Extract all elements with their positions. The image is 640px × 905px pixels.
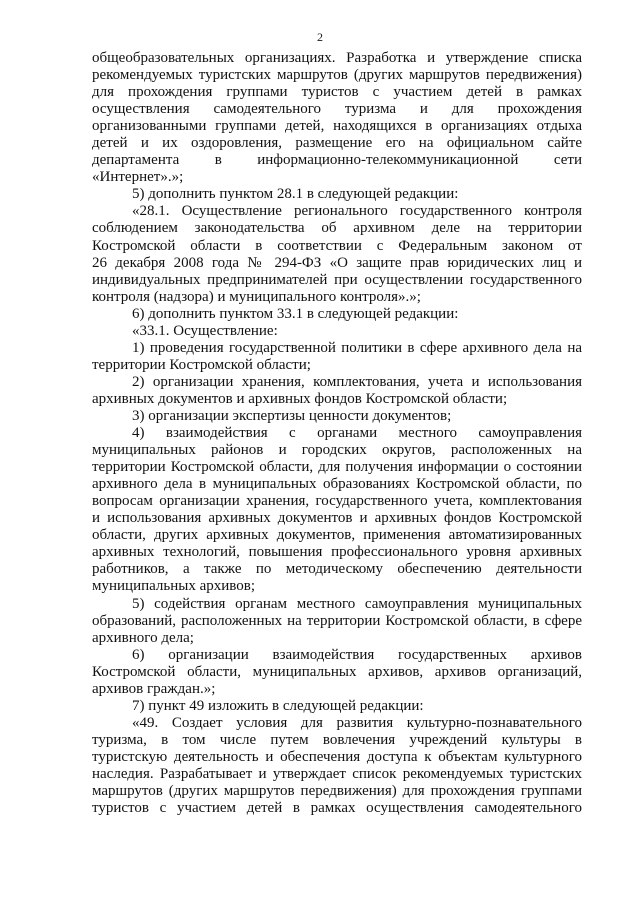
text-line: работников, а также по методическому обеспечению деятельности — [92, 561, 582, 578]
text-line: муниципальных районов и городских округов, расположенных на — [92, 442, 582, 459]
text-line: Костромской области, муниципальных архивов, архивов организаций, — [92, 663, 582, 680]
text-line: архивного дела в муниципальных образованиях Костромской области, по — [92, 476, 582, 493]
text-line: области, других архивных документов, применения автоматизированных — [92, 527, 582, 544]
text-line: архивных технологий, повышения профессионального уровня архивных — [92, 544, 582, 561]
text-line: для прохождения группами туристов с участием детей в рамках — [92, 84, 582, 101]
text-line: и использования архивных документов и архивных фондов Костромской — [92, 510, 582, 527]
text-line: наследия. Разрабатывает и утверждает список рекомендуемых туристских — [92, 765, 582, 782]
text-line: 7) пункт 49 изложить в следующей редакции: — [132, 697, 424, 714]
text-line: контроля (надзора) и муниципального контроля».»; — [92, 288, 421, 305]
text-line: индивидуальных предпринимателей при осуществлении государственного — [92, 271, 582, 288]
text-line: «Интернет».»; — [92, 169, 184, 186]
text-line: туристов с участием детей в рамках осуществления самодеятельного — [92, 800, 582, 817]
text-line: туризма, в том числе путем вовлечения учреждений культуры в — [92, 731, 582, 748]
text-line: архивных документов и архивных фондов Костромской области; — [92, 390, 508, 407]
text-line: туристскую деятельность и обеспечения доступа к объектам культурного — [92, 748, 582, 765]
text-line: «33.1. Осуществление: — [132, 322, 278, 339]
text-line: территории Костромской области; — [92, 356, 311, 373]
text-line: 6) дополнить пунктом 33.1 в следующей редакции: — [132, 305, 459, 322]
text-line: осуществления самодеятельного туризма и для прохождения — [92, 101, 582, 118]
text-line: Костромской области в соответствии с Федеральным законом от — [92, 237, 582, 254]
text-line: маршрутов (других маршрутов передвижения) для прохождения группами — [92, 783, 582, 800]
text-line: 3) организации экспертизы ценности документов; — [132, 407, 452, 424]
text-line: департамента в информационно-телекоммуникационной сети — [92, 152, 582, 169]
text-line: архивного дела; — [92, 629, 194, 646]
text-line: общеобразовательных организациях. Разработка и утверждение списка — [92, 50, 582, 66]
page-number: 2 — [317, 30, 323, 44]
text-line: вопросам организации хранения, государственного учета, комплектования — [92, 493, 582, 510]
text-line: территории Костромской области, для получения информации о состоянии — [92, 459, 582, 476]
text-line: архивов граждан.»; — [92, 680, 216, 697]
text-line: «28.1. Осуществление регионального государственного контроля — [132, 203, 582, 220]
text-line: 26 декабря 2008 года № 294-ФЗ «О защите прав юридических лиц и — [92, 254, 582, 271]
document-body — [92, 50, 582, 817]
text-line: детей и их оздоровления, размещение его на официальном сайте — [92, 135, 582, 152]
text-line: организованными группами детей, находящихся в организациях отдыха — [92, 118, 582, 135]
text-line: 2) организации хранения, комплектования, учета и использования — [132, 373, 582, 390]
text-line: 1) проведения государственной политики в сфере архивного дела на — [132, 339, 582, 356]
text-line: 6) организации взаимодействия государственных архивов — [132, 646, 582, 663]
text-line: 5) содействия органам местного самоуправления муниципальных — [132, 595, 582, 612]
text-line: соблюдением законодательства об архивном деле на территории — [92, 220, 582, 237]
text-line: муниципальных архивов; — [92, 578, 256, 595]
text-line: рекомендуемых туристских маршрутов (других маршрутов передвижения) — [92, 67, 582, 84]
text-line: образований, расположенных на территории Костромской области, в сфере — [92, 612, 582, 629]
text-line: 4) взаимодействия с органами местного самоуправления — [132, 425, 582, 442]
text-line: «49. Создает условия для развития культурно-познавательного — [132, 714, 582, 731]
text-line: 5) дополнить пунктом 28.1 в следующей редакции: — [132, 186, 459, 203]
